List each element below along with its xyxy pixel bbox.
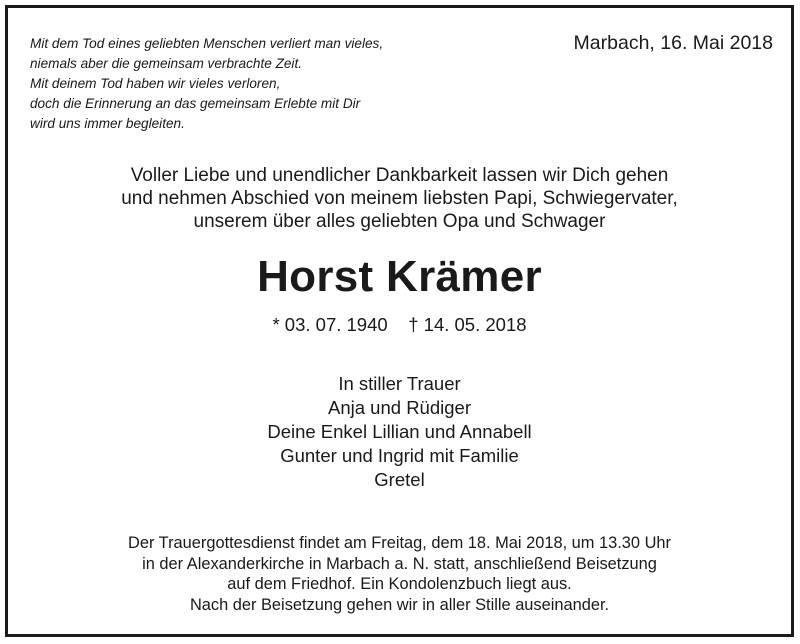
place-and-date: Marbach, 16. Mai 2018 xyxy=(573,32,773,54)
mourners-list xyxy=(8,372,791,492)
life-dates: * 03. 07. 1940 † 14. 05. 2018 xyxy=(272,314,527,335)
farewell-line: Voller Liebe und unendlicher Dankbarkeit lassen wir Dich gehen xyxy=(130,165,669,186)
service-information xyxy=(8,533,791,615)
farewell-line: und nehmen Abschied von meinem liebsten Papi, Schwiegervater, xyxy=(121,188,678,209)
poem-line: wird uns immer begleiten. xyxy=(30,116,185,131)
service-line: auf dem Friedhof. Ein Kondolenzbuch liegt aus. xyxy=(227,575,572,593)
service-line: in der Alexanderkirche in Marbach a. N. statt, anschließend Beisetzung xyxy=(142,554,657,573)
deceased-name: Horst Krämer xyxy=(257,252,542,301)
obituary-notice xyxy=(5,5,794,637)
mourner-line: Anja und Rüdiger xyxy=(328,397,471,418)
poem-line: doch die Erinnerung an das gemeinsam Erlebte mit Dir xyxy=(30,96,361,111)
farewell-text xyxy=(8,164,791,233)
poem-line: Mit deinem Tod haben wir vieles verloren, xyxy=(30,76,281,91)
service-line: Nach der Beisetzung gehen wir in aller Stille auseinander. xyxy=(189,595,610,614)
mourner-line: In stiller Trauer xyxy=(338,373,461,394)
memorial-poem xyxy=(30,34,383,134)
mourner-line: Deine Enkel Lillian und Annabell xyxy=(267,421,532,442)
mourner-line: Gretel xyxy=(374,469,425,490)
service-line: Der Trauergottesdienst findet am Freitag, dem 18. Mai 2018, um 13.30 Uhr xyxy=(128,534,671,552)
poem-line: niemals aber die gemeinsam verbrachte Zeit. xyxy=(30,56,303,71)
farewell-line: unserem über alles geliebten Opa und Schwager xyxy=(193,211,606,232)
mourner-line: Gunter und Ingrid mit Familie xyxy=(280,445,519,466)
poem-line: Mit dem Tod eines geliebten Menschen verliert man vieles, xyxy=(30,36,384,51)
